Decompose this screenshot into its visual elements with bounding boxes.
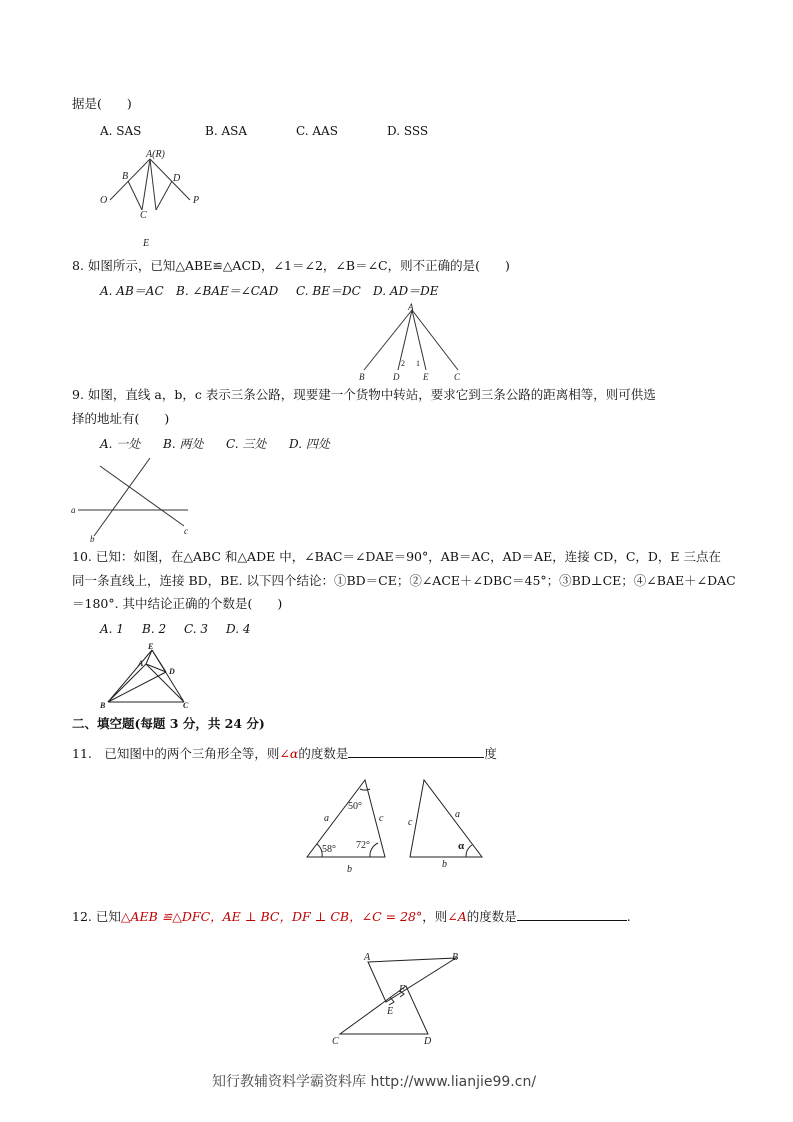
q12-label-d: D xyxy=(424,1036,432,1047)
q10-label-c: C xyxy=(183,701,189,710)
q7-label-a: A(R) xyxy=(146,149,165,160)
q12-figure xyxy=(328,950,468,1050)
q11-tri1-side-a: a xyxy=(324,813,329,824)
q8-label-angle2: 2 xyxy=(401,359,405,368)
q8-label-d: D xyxy=(393,372,400,382)
q12-label-e: E xyxy=(387,1006,394,1017)
q10-stem-line1: 10. 已知：如图，在△ABC 和△ADE 中，∠BAC＝∠DAE＝90°，AB＝AC，AD＝AE，连接 CD，C，D，E 三点在 xyxy=(72,549,722,564)
q10-option-a: A. 1 xyxy=(100,622,124,636)
q12-angle: ∠A xyxy=(447,909,467,924)
q11-tri2-side-b: b xyxy=(442,859,447,870)
q12-math: △AEB ≌△DFC，AE ⊥ BC，DF ⊥ CB，∠C = 28° xyxy=(120,909,423,924)
q12-answer-blank[interactable] xyxy=(517,906,627,921)
q11-suffix: 度 xyxy=(484,746,497,761)
q7-option-b: B. ASA xyxy=(205,124,247,138)
q11-tri1-side-b: b xyxy=(347,864,352,875)
q10-label-a: A xyxy=(138,659,144,668)
q10-label-e: E xyxy=(148,642,154,651)
q9-stem-line1: 9. 如图，直线 a，b，c 表示三条公路，现要建一个货物中转站，要求它到三条公路的距离相等，则可供选 xyxy=(72,387,656,402)
q11-alpha: ∠α xyxy=(279,746,299,761)
q11-stem xyxy=(72,743,497,763)
q8-label-e: E xyxy=(423,372,429,382)
q7-label-e: E xyxy=(143,238,150,249)
q11-tri1-side-c: c xyxy=(379,813,384,824)
q10-option-b: B. 2 xyxy=(142,622,167,636)
q7-label-p: P xyxy=(193,195,200,206)
q12-mid: ，则 xyxy=(422,909,448,924)
q8-option-a: A. AB＝AC xyxy=(100,284,164,298)
q11-tri1-angle-left: 58° xyxy=(322,844,336,855)
q9-label-c: c xyxy=(184,526,188,536)
q8-figure xyxy=(350,300,475,385)
q7-stem-tail: 据是( ) xyxy=(72,96,132,111)
q9-label-b: b xyxy=(90,534,95,544)
q10-stem-line3: ＝180°. 其中结论正确的个数是( ) xyxy=(72,596,283,611)
q12-end: . xyxy=(626,909,631,924)
q7-option-d: D. SSS xyxy=(387,124,429,138)
q12-label-a: A xyxy=(364,952,371,963)
q11-mid: 的度数是 xyxy=(298,746,349,761)
q8-label-c: C xyxy=(454,372,461,382)
q11-tri2-side-c: c xyxy=(408,817,413,828)
q10-label-b: B xyxy=(100,701,106,710)
q11-tri2-side-a: a xyxy=(455,809,460,820)
q10-figure xyxy=(94,640,204,712)
q7-figure xyxy=(90,145,220,255)
q10-option-d: D. 4 xyxy=(226,622,251,636)
q8-label-a: A xyxy=(408,302,414,312)
q9-stem-line2: 择的地址有( ) xyxy=(72,411,170,426)
q11-figure xyxy=(300,775,495,875)
q8-label-b: B xyxy=(359,372,365,382)
q12-stem xyxy=(72,906,631,926)
q11-prefix: 11. 已知图中的两个三角形全等，则 xyxy=(72,746,280,761)
q12-prefix: 12. 已知 xyxy=(72,909,121,924)
footer-watermark: 知行教辅资料学霸资料库 http://www.lianjie99.cn/ xyxy=(212,1074,537,1090)
q8-option-c: C. BE＝DC xyxy=(296,284,361,298)
q7-label-d: D xyxy=(173,173,181,184)
q7-option-a: A. SAS xyxy=(100,124,142,138)
q8-option-b: B. ∠BAE＝∠CAD xyxy=(176,284,279,298)
q9-option-a: A. 一处 xyxy=(100,437,141,451)
q8-option-d: D. AD＝DE xyxy=(373,284,439,298)
q12-label-b: B xyxy=(452,952,459,963)
q9-option-c: C. 三处 xyxy=(226,437,267,451)
q8-stem: 8. 如图所示，已知△ABE≌△ACD，∠1＝∠2，∠B＝∠C，则不正确的是( ) xyxy=(72,258,510,273)
q7-label-c: C xyxy=(140,210,147,221)
q11-tri2-angle-alpha: α xyxy=(458,840,465,852)
q7-option-c: C. AAS xyxy=(296,124,338,138)
q9-figure xyxy=(68,452,198,544)
q12-suffix: 的度数是 xyxy=(466,909,517,924)
q7-label-b: B xyxy=(122,171,129,182)
q12-label-f: F xyxy=(399,984,406,995)
q12-label-c: C xyxy=(332,1036,339,1047)
q11-tri1-angle-top: 50° xyxy=(348,801,362,812)
q7-label-o: O xyxy=(100,195,108,206)
q9-option-d: D. 四处 xyxy=(289,437,330,451)
q8-label-angle1: 1 xyxy=(416,359,420,368)
q11-tri1-angle-right: 72° xyxy=(356,840,370,851)
q10-label-d: D xyxy=(169,667,175,676)
section2-title: 二、填空题(每题 3 分，共 24 分) xyxy=(72,716,265,731)
q9-label-a: a xyxy=(71,505,76,515)
q10-option-c: C. 3 xyxy=(184,622,209,636)
q9-option-b: B. 两处 xyxy=(163,437,204,451)
q11-answer-blank[interactable] xyxy=(348,743,484,758)
q10-stem-line2: 同一条直线上，连接 BD，BE. 以下四个结论：①BD＝CE；②∠ACE＋∠DBC＝45°；③BD⊥CE；④∠BAE＋∠DAC xyxy=(72,573,736,588)
